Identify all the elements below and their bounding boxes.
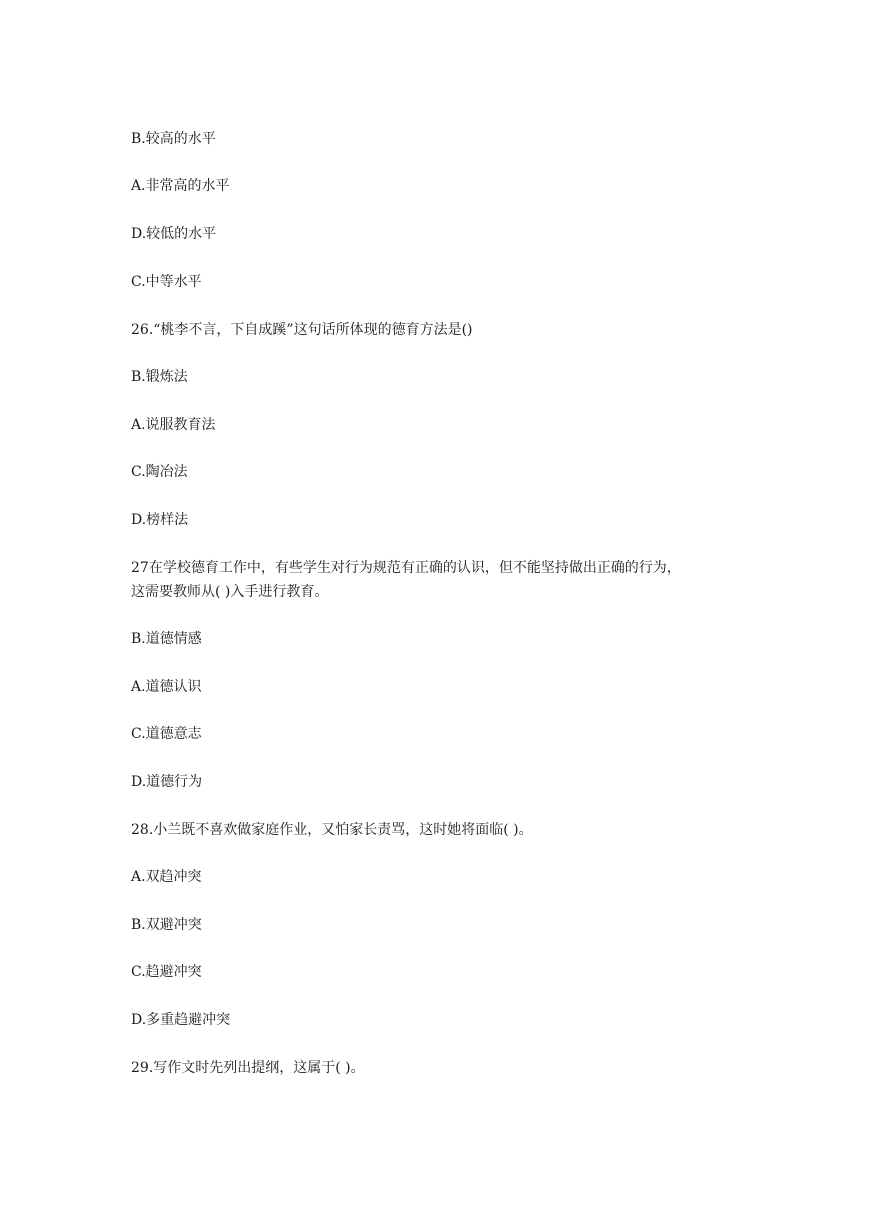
q25-option-c: C.中等水平 (131, 274, 202, 290)
q28-option-d: D.多重趋避冲突 (131, 1012, 231, 1028)
question-28: 28.小兰既不喜欢做家庭作业，又怕家长责骂，这时她将面临( )。 (131, 822, 533, 838)
q27-option-a: A.道德认识 (131, 679, 202, 695)
question-29: 29.写作文时先列出提纲，这属于( )。 (131, 1060, 365, 1076)
q28-option-b: B.双避冲突 (131, 917, 202, 933)
q28-option-a: A.双趋冲突 (131, 869, 202, 885)
q27-option-b: B.道德情感 (131, 631, 202, 647)
q27-option-d: D.道德行为 (131, 774, 203, 790)
q25-option-b: B.较高的水平 (131, 131, 216, 147)
q26-option-c: C.陶冶法 (131, 464, 188, 480)
question-27-line-1: 27在学校德育工作中，有些学生对行为规范有正确的认识，但不能坚持做出正确的行为， (131, 560, 681, 576)
q26-option-a: A.说服教育法 (131, 417, 216, 433)
q28-option-c: C.趋避冲突 (131, 964, 202, 980)
question-26: 26.“桃李不言，下自成蹊”这句话所体现的德育方法是() (131, 322, 473, 338)
q25-option-a: A.非常高的水平 (131, 178, 230, 194)
q27-option-c: C.道德意志 (131, 726, 202, 742)
question-27-line-2: 这需要教师从( )入手进行教育。 (131, 584, 329, 600)
q26-option-b: B.锻炼法 (131, 369, 188, 385)
q25-option-d: D.较低的水平 (131, 226, 217, 242)
q26-option-d: D.榜样法 (131, 512, 189, 528)
